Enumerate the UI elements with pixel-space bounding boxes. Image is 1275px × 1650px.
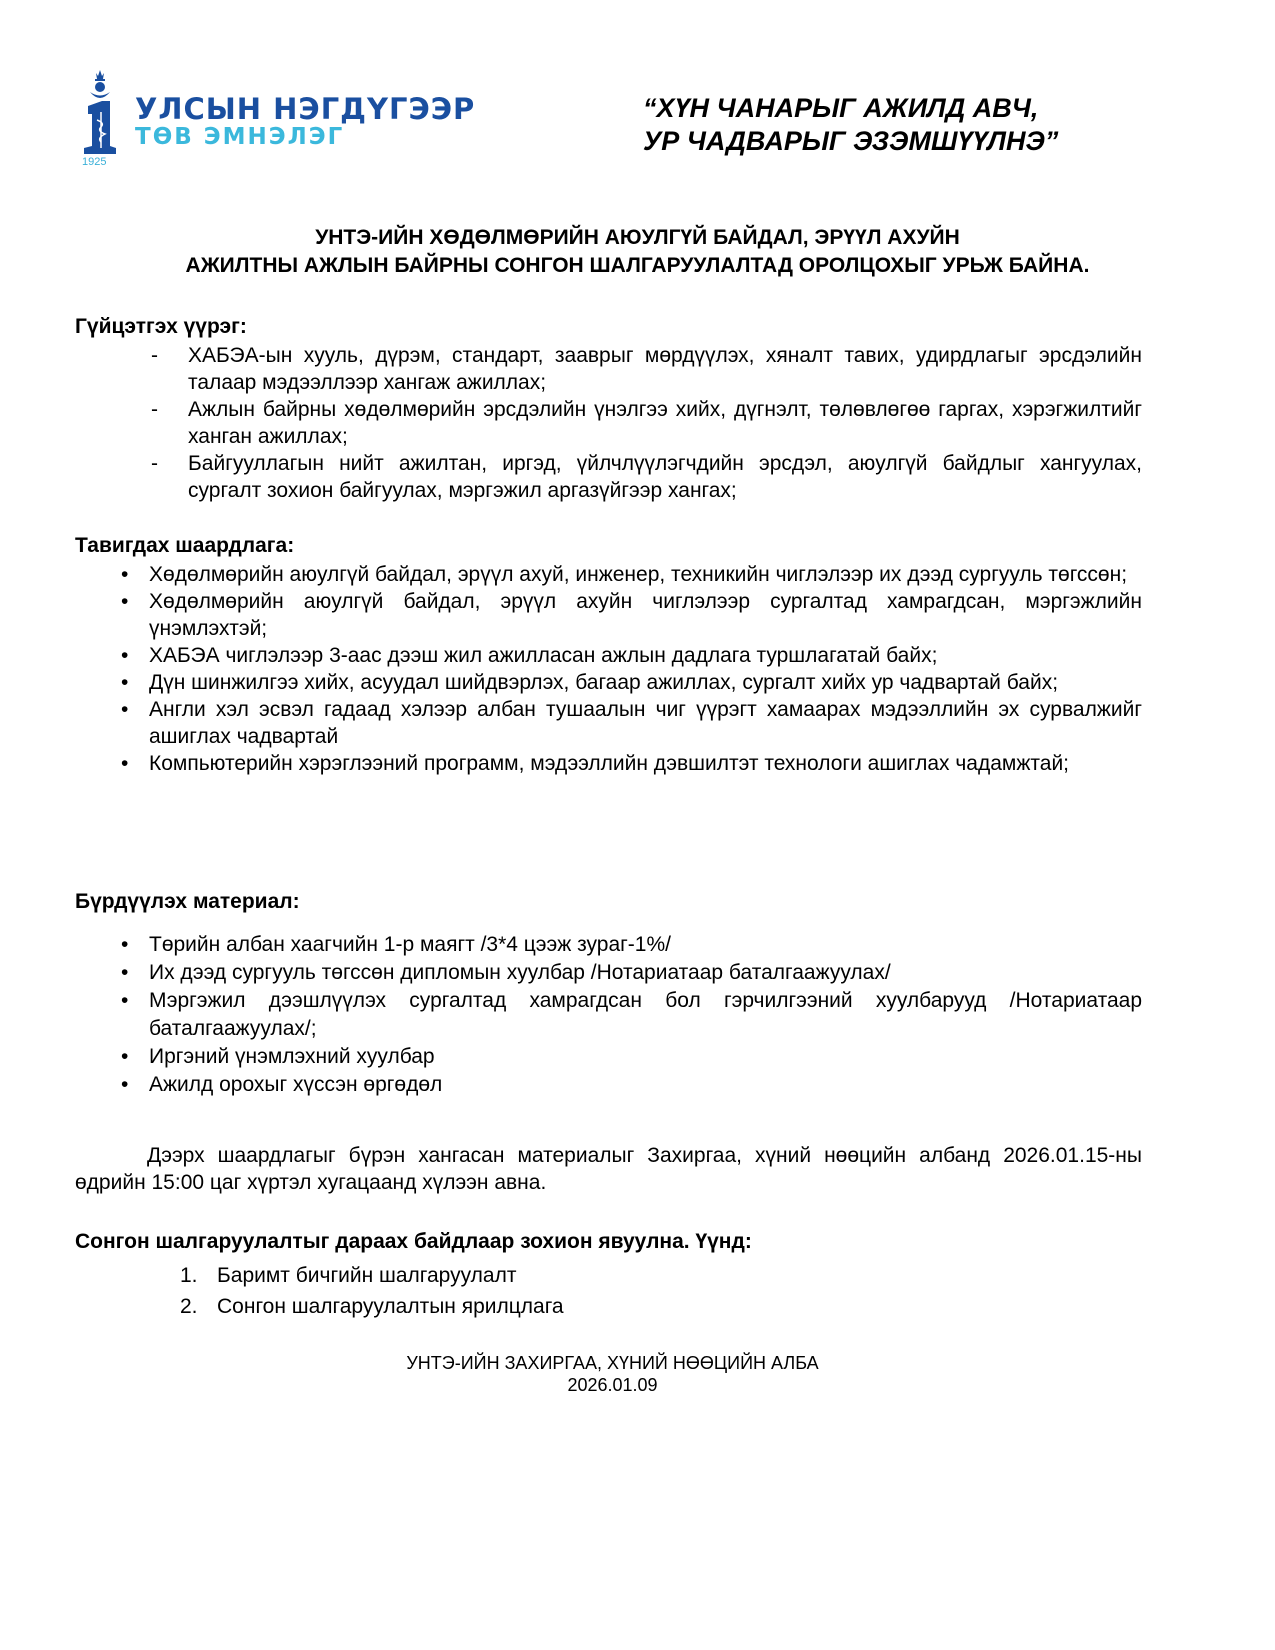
list-item: • Мэргэжил дээшлүүлэх сургалтад хамрагдсан бол гэрчилгээний хуулбарууд /Нотариатаар баталгаажуулах/; (121, 989, 1142, 1040)
submission-paragraph: Дээрх шаардлагыг бүрэн хангасан материалыг Захиргаа, хүний нөөцийн албанд 2026.01.15-ны өдрийн 15:00 цаг хүртэл хугацаанд хүлээн авна. (75, 1144, 1142, 1194)
list-item: - ХАБЭА-ын хууль, дүрэм, стандарт, зааврыг мөрдүүлэх, хяналт тавих, удирдлагыг эрсдэлийн талаар мэдээллээр хангаж ажиллах; (151, 344, 1142, 394)
selection-heading: Сонгон шалгаруулалтыг дараах байдлаар зохион явуулна. Үүнд: (75, 1230, 752, 1253)
list-item: • Компьютерийн хэрэглээний программ, мэдээллийн дэвшилтэт технологи ашиглах чадамжтай; (121, 752, 1070, 775)
bullet-icon: • (121, 1045, 129, 1068)
bullet-icon: • (121, 1073, 129, 1096)
document-title (0, 224, 1275, 280)
list-item: • Их дээд сургууль төгссөн дипломын хуулбар /Нотариатаар баталгаажуулах/ (149, 959, 1142, 987)
requirements-heading: Тавигдах шаардлага: (75, 534, 295, 557)
list-item: 2. Сонгон шалгаруулалтын ярилцлага (217, 1291, 1117, 1322)
list-item: • Дүн шинжилгээ хийх, асуудал шийдвэрлэх, багаар ажиллах, сургалт хийх ур чадвартай байх; (121, 671, 1059, 694)
footer-date: 2026.01.09 (567, 1375, 658, 1395)
list-item: - Байгууллагын нийт ажилтан, иргэд, үйлчлүүлэгчдийн эрсдэл, аюулгүй байдлыг хангуулах, сургалт зохион байгуулах, мэргэжил аргазүйгээр хангах; (151, 452, 1142, 502)
bullet-icon: • (121, 671, 129, 694)
list-item: • Ажилд орохыг хүссэн өргөдөл (149, 1071, 1142, 1099)
bullet-icon: • (121, 752, 129, 775)
bullet-icon: • (121, 590, 129, 613)
logo-name-line1: УЛСЫН НЭГДҮГЭЭР (135, 92, 476, 126)
footer-department: УНТЭ-ИЙН ЗАХИРГАА, ХҮНИЙ НӨӨЦИЙН АЛБА (406, 1353, 819, 1373)
list-item: • Төрийн албан хаагчийн 1-р маягт /3*4 цээж зураг-1%/ (149, 931, 1142, 959)
bullet-icon: • (121, 989, 129, 1012)
duties-list (151, 342, 1142, 504)
bullet-icon: • (121, 961, 129, 984)
materials-heading: Бүрдүүлэх материал: (75, 890, 300, 913)
list-item: 1. Баримт бичгийн шалгаруулалт (217, 1260, 1117, 1291)
footer-signature (0, 1352, 1250, 1396)
logo-year: 1925 (82, 156, 107, 168)
selection-list (180, 1260, 1117, 1322)
dash-marker: - (151, 344, 158, 367)
list-item: • ХАБЭА чиглэлээр 3-аас дээш жил ажилласан ажлын дадлага туршлагатай байх; (121, 644, 938, 667)
bullet-icon: • (121, 644, 129, 667)
list-number: 2. (180, 1295, 198, 1318)
bullet-icon: • (121, 563, 129, 586)
logo-name-line2: ТӨВ ЭМНЭЛЭГ (135, 124, 345, 150)
dash-marker: - (151, 452, 158, 475)
bullet-icon: • (121, 698, 129, 721)
list-item: • Хөдөлмөрийн аюулгүй байдал, эрүүл ахуйн чиглэлээр сургалтад хамрагдсан, мэргэжлийн үнэмлэхтэй; (121, 590, 1142, 640)
title-line2: АЖИЛТНЫ АЖЛЫН БАЙРНЫ СОНГОН ШАЛГАРУУЛАЛТАД ОРОЛЦОХЫГ УРЬЖ БАЙНА. (185, 254, 1090, 277)
list-item: • Хөдөлмөрийн аюулгүй байдал, эрүүл ахуй, инженер, техникийн чиглэлээр их дээд сургууль төгссөн; (121, 563, 1128, 586)
motto-line1: “ХҮН ЧАНАРЫГ АЖИЛД АВЧ, (643, 93, 1039, 123)
title-line1: УНТЭ-ИЙН ХӨДӨЛМӨРИЙН АЮУЛГҮЙ БАЙДАЛ, ЭРҮҮЛ АХУЙН (315, 226, 960, 249)
list-item: - Ажлын байрны хөдөлмөрийн эрсдэлийн үнэлгээ хийх, дүгнэлт, төлөвлөгөө гаргах, хэрэгжилтийг ханган ажиллах; (151, 398, 1142, 448)
motto-line2: УР ЧАДВАРЫГ ЭЗЭМШҮҮЛНЭ” (643, 126, 1059, 156)
list-item: • Англи хэл эсвэл гадаад хэлээр албан тушаалын чиг үүрэгт хамаарах мэдээллийн эх сурвалжийг ашиглах чадвартай (121, 698, 1142, 748)
bullet-icon: • (121, 933, 129, 956)
requirements-list (121, 561, 1142, 777)
list-item: • Иргэний үнэмлэхний хуулбар (149, 1043, 1142, 1071)
duties-heading: Гүйцэтгэх үүрэг: (75, 315, 247, 338)
list-number: 1. (180, 1264, 198, 1287)
dash-marker: - (151, 398, 158, 421)
hospital-emblem-icon (80, 68, 120, 158)
motto (643, 92, 1058, 158)
materials-list (121, 931, 1142, 1099)
